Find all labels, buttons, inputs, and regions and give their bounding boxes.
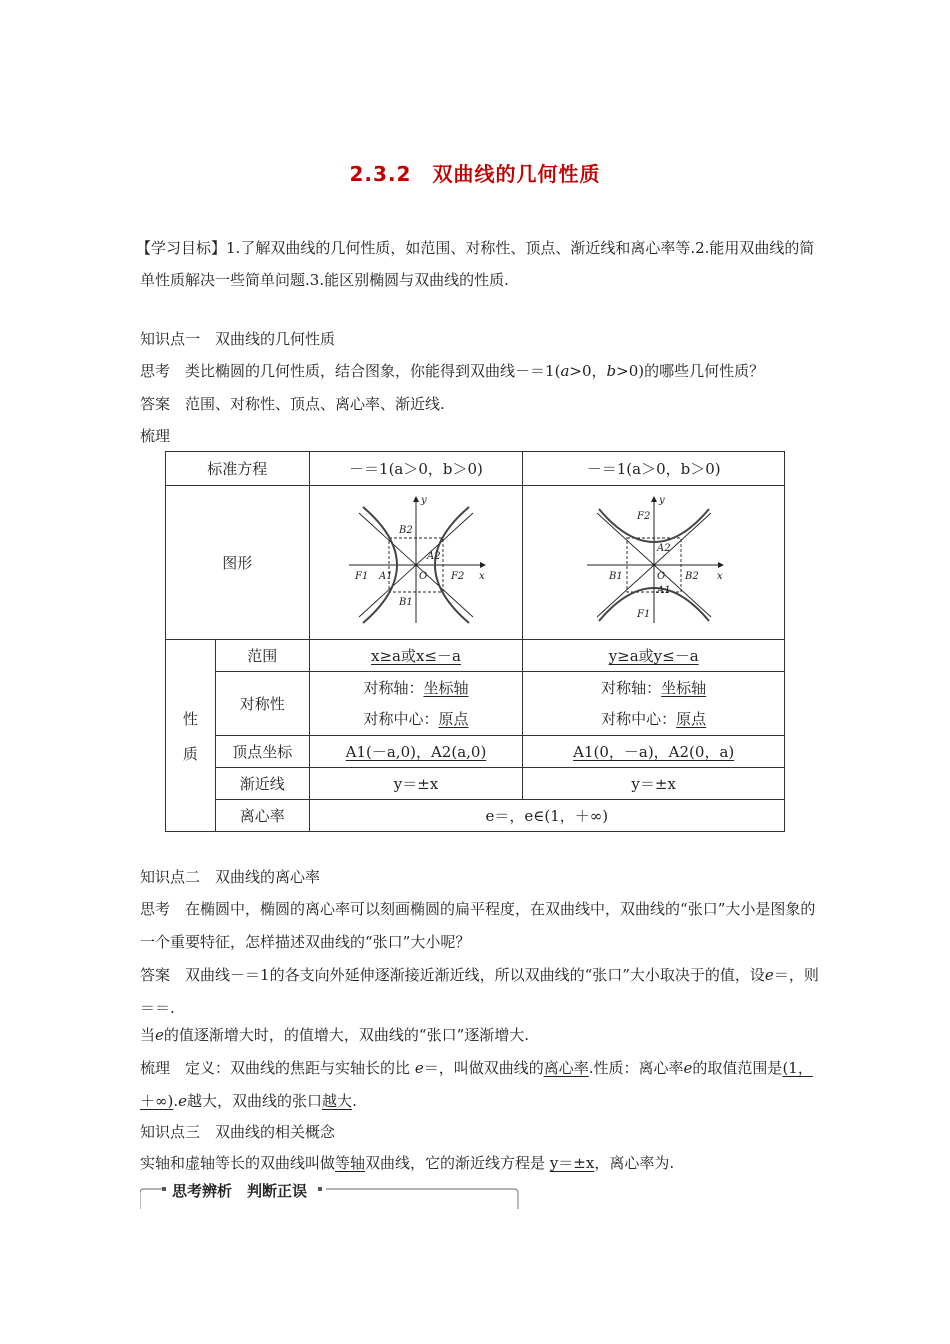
eccentricity-value: e＝，e∈(1，＋∞) bbox=[309, 800, 784, 832]
kp1-think-after: >0)的哪些几何性质？ bbox=[616, 362, 765, 380]
banner-label: 思考辨析 判断正误 bbox=[172, 1182, 308, 1200]
fig1-a2-label: A2 bbox=[426, 550, 441, 562]
kp2-summary-e: e bbox=[414, 1059, 424, 1077]
properties-table bbox=[165, 451, 785, 832]
kp1-think bbox=[140, 360, 764, 381]
objectives-label: 【学习目标】 bbox=[136, 239, 227, 257]
fig2-x-label: x bbox=[716, 570, 723, 582]
fig1-x-label: x bbox=[478, 570, 485, 582]
kp3-text-1: 实轴和虚轴等长的双曲线叫做 bbox=[140, 1154, 336, 1172]
kp1-think-label: 思考 bbox=[140, 362, 171, 380]
kp1-answer bbox=[140, 393, 445, 414]
axis-prefix-1: 对称轴： bbox=[363, 678, 424, 697]
kp2-summary-text-1: 定义：双曲线的焦距与实轴长的比 bbox=[185, 1059, 411, 1077]
kp1-answer-label: 答案 bbox=[140, 395, 171, 413]
kp3-text-2: 双曲线，它的渐近线方程是 bbox=[365, 1154, 546, 1172]
figure-horizontal-hyperbola bbox=[309, 486, 523, 640]
kp3-heading: 知识点三 双曲线的相关概念 bbox=[140, 1123, 336, 1141]
fig1-origin-label: O bbox=[418, 570, 428, 582]
kp2-summary bbox=[140, 1052, 820, 1118]
page-title: 2.3.2 双曲线的几何性质 bbox=[349, 162, 601, 186]
fig2-f2-label: F2 bbox=[636, 510, 650, 522]
center-value-1: 原点 bbox=[438, 709, 469, 728]
hyperbola-y-figure bbox=[579, 493, 729, 629]
vertex-col1: A1(－a,0)，A2(a,0) bbox=[345, 743, 487, 761]
kp2-answer-text-2: ＝，则＝＝. bbox=[140, 966, 819, 1017]
properties-label-1: 性 bbox=[182, 709, 198, 728]
kp1-summary-label: 梳理 bbox=[140, 427, 171, 445]
kp3-text-3: ，离心率为. bbox=[594, 1154, 675, 1172]
kp3-u2: y＝±x bbox=[549, 1154, 595, 1172]
hyperbola-x-figure bbox=[341, 493, 491, 629]
center-prefix-2: 对称中心： bbox=[601, 709, 677, 728]
kp2-when bbox=[140, 1024, 529, 1045]
fig2-b2-label: B2 bbox=[684, 570, 699, 582]
properties-label-2: 质 bbox=[182, 744, 198, 763]
fig2-origin-label: O bbox=[656, 570, 665, 582]
kp2-summary-u2: (1，＋∞) bbox=[140, 1059, 813, 1110]
range-col2: y≥a或y≤－a bbox=[608, 647, 699, 665]
kp2-think-text: 在椭圆中，椭圆的离心率可以刻画椭圆的扁平程度，在双曲线中，双曲线的“张口”大小是图象的一个重要特征，怎样描述双曲线的“张口”大小呢？ bbox=[140, 900, 816, 951]
kp3-text bbox=[140, 1152, 674, 1173]
header-label: 标准方程 bbox=[166, 452, 310, 486]
col1-equation: －＝1(a＞0，b＞0) bbox=[309, 452, 523, 486]
col2-equation: －＝1(a＞0，b＞0) bbox=[523, 452, 785, 486]
kp2-when-text: 的值逐渐增大时，的值增大，双曲线的“张口”逐渐增大. bbox=[163, 1026, 530, 1044]
kp2-think-label: 思考 bbox=[140, 900, 171, 918]
asymptote-col2: y＝±x bbox=[523, 768, 785, 800]
kp2-when-prefix: 当 bbox=[140, 1026, 156, 1044]
fig1-b1-label: B1 bbox=[398, 596, 413, 608]
kp2-summary-text-7: . bbox=[352, 1092, 357, 1110]
kp2-summary-text-2: ＝，叫做双曲线的 bbox=[423, 1059, 544, 1077]
fig2-y-label: y bbox=[658, 494, 665, 506]
symmetry-col2 bbox=[523, 672, 785, 736]
kp2-answer bbox=[140, 959, 820, 1025]
kp2-think bbox=[140, 893, 820, 959]
fig1-a1-label: A1 bbox=[378, 570, 393, 582]
kp1-think-text: 类比椭圆的几何性质，结合图象，你能得到双曲线－＝1( bbox=[185, 362, 561, 380]
vertex-col2: A1(0，－a)，A2(0，a) bbox=[573, 743, 735, 761]
fig2-a1-label: A1 bbox=[656, 584, 671, 596]
center-value-2: 原点 bbox=[676, 709, 707, 728]
kp2-summary-e2: e bbox=[683, 1059, 693, 1077]
asymptote-col1: y＝±x bbox=[309, 768, 523, 800]
range-label: 范围 bbox=[215, 640, 309, 672]
kp2-summary-text-5: . bbox=[173, 1092, 179, 1110]
kp1-think-a: a bbox=[560, 362, 570, 380]
properties-label bbox=[166, 640, 216, 832]
figure-label: 图形 bbox=[166, 486, 310, 640]
kp1-think-b: b bbox=[606, 362, 617, 380]
fig2-a2-label: A2 bbox=[656, 542, 671, 554]
kp3-u1: 等轴 bbox=[335, 1154, 366, 1172]
axis-value-1: 坐标轴 bbox=[423, 678, 469, 697]
kp2-answer-text-1: 双曲线－＝1的各支向外延伸逐渐接近渐近线，所以双曲线的“张口”大小取决于的值，设 bbox=[185, 966, 765, 984]
fig1-b2-label: B2 bbox=[398, 524, 413, 536]
kp2-summary-label: 梳理 bbox=[140, 1059, 171, 1077]
kp2-summary-u1: 离心率 bbox=[543, 1059, 589, 1077]
kp2-summary-u3: 越大 bbox=[322, 1092, 353, 1110]
asymptote-label: 渐近线 bbox=[215, 768, 309, 800]
fig1-f1-label: F1 bbox=[354, 570, 369, 582]
axis-prefix-2: 对称轴： bbox=[601, 678, 662, 697]
kp2-answer-label: 答案 bbox=[140, 966, 171, 984]
kp2-summary-text-3: .性质：离心率 bbox=[588, 1059, 684, 1077]
kp2-heading: 知识点二 双曲线的离心率 bbox=[140, 868, 321, 886]
kp2-when-e: e bbox=[155, 1026, 164, 1044]
center-prefix-1: 对称中心： bbox=[363, 709, 439, 728]
kp1-answer-text: 范围、对称性、顶点、离心率、渐近线. bbox=[185, 395, 445, 413]
range-col1: x≥a或x≤－a bbox=[371, 647, 461, 665]
kp2-summary-e3: e bbox=[178, 1092, 188, 1110]
kp2-summary-text-4: 的取值范围是 bbox=[692, 1059, 783, 1077]
eccentricity-label: 离心率 bbox=[215, 800, 309, 832]
vertex-label: 顶点坐标 bbox=[215, 736, 309, 768]
fig1-f2-label: F2 bbox=[450, 570, 465, 582]
symmetry-label: 对称性 bbox=[215, 672, 309, 736]
kp1-think-mid: >0， bbox=[569, 362, 607, 380]
section-banner bbox=[140, 1183, 520, 1209]
fig2-f1-label: F1 bbox=[636, 608, 650, 620]
fig1-y-label: y bbox=[420, 494, 427, 506]
fig2-b1-label: B1 bbox=[608, 570, 623, 582]
learning-objectives bbox=[136, 232, 820, 296]
kp2-answer-e: e bbox=[764, 966, 774, 984]
kp2-summary-text-6: 越大，双曲线的张口 bbox=[187, 1092, 323, 1110]
objectives-text: 1.了解双曲线的几何性质，如范围、对称性、顶点、渐近线和离心率等.2.能用双曲线的简单性质解决一些简单问题.3.能区别椭圆与双曲线的性质. bbox=[140, 239, 815, 289]
kp1-heading: 知识点一 双曲线的几何性质 bbox=[140, 330, 336, 348]
axis-value-2: 坐标轴 bbox=[661, 678, 707, 697]
figure-vertical-hyperbola bbox=[523, 486, 785, 640]
symmetry-col1 bbox=[309, 672, 523, 736]
